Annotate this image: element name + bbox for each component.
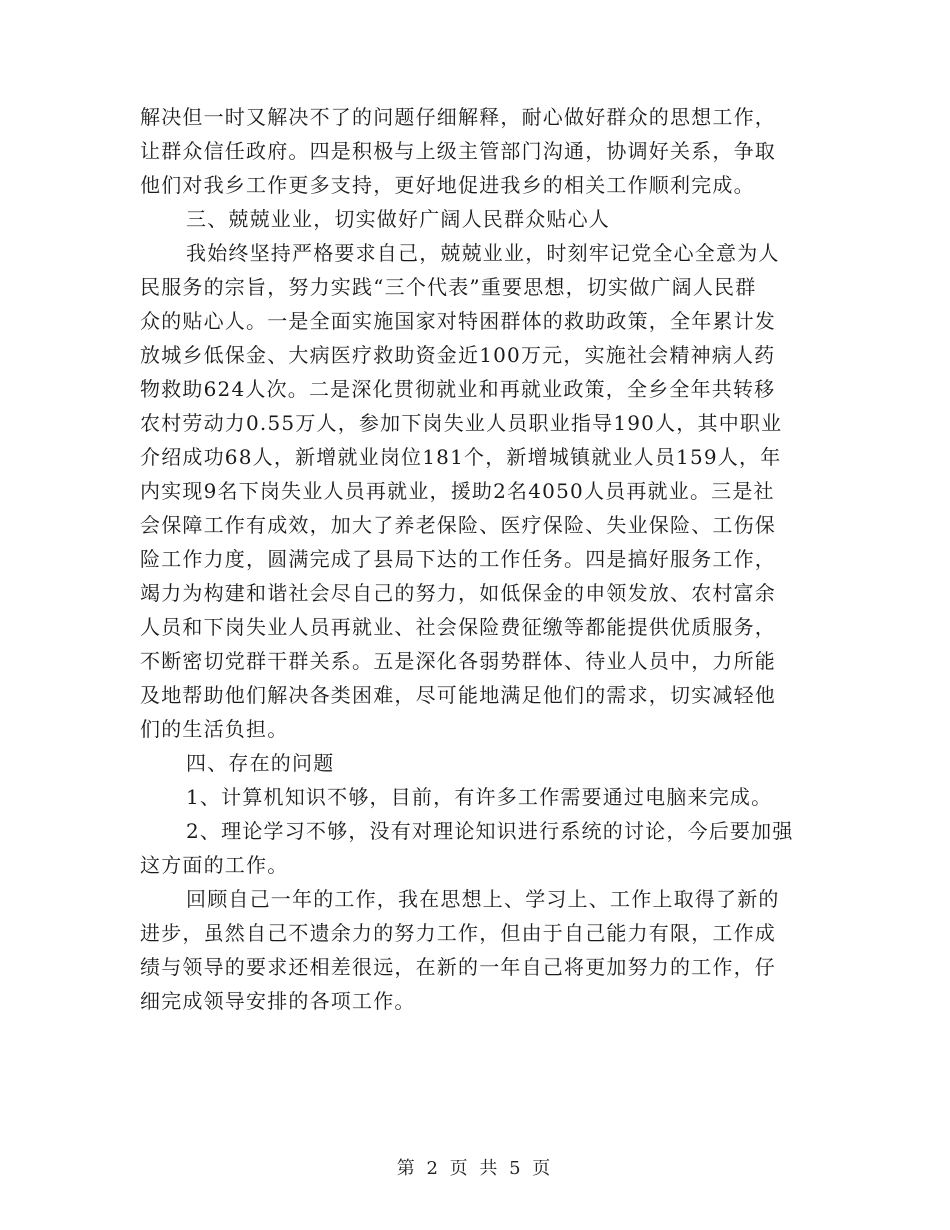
section-heading-4: 四、存在的问题: [186, 751, 335, 775]
text-line: 民服务的宗旨，努力实践“三个代表”重要思想，切实做广阔人民群: [140, 275, 757, 299]
page-number-footer: 第 2 页 共 5 页: [396, 1158, 554, 1179]
text-line: 放城乡低保金、大病医疗救助资金近100万元，实施社会精神病人药: [140, 343, 776, 367]
text-line: 绩与领导的要求还相差很远，在新的一年自己将更加努力的工作，仔: [140, 955, 776, 979]
text-line: 竭力为构建和谐社会尽自己的努力，如低保金的申领发放、农村富余: [140, 581, 776, 605]
list-item-2: 2、理论学习不够，没有对理论知识进行系统的讨论，今后要加强: [186, 819, 794, 843]
text-line: 会保障工作有成效，加大了养老保险、医疗保险、失业保险、工伤保: [140, 513, 776, 537]
text-line: 我始终坚持严格要求自己，兢兢业业，时刻牢记党全心全意为人: [186, 241, 780, 265]
text-line: 不断密切党群干群关系。五是深化各弱势群体、待业人员中，力所能: [140, 649, 776, 673]
text-line: 细完成领导安排的各项工作。: [140, 989, 416, 1013]
text-line: 农村劳动力0.55万人，参加下岗失业人员职业指导190人，其中职业: [140, 411, 783, 435]
text-line: 人员和下岗失业人员再就业、社会保险费征缴等都能提供优质服务，: [140, 615, 776, 639]
text-line: 解决但一时又解决不了的问题仔细解释，耐心做好群众的思想工作，: [140, 105, 776, 129]
text-line: 物救助624人次。二是深化贯彻就业和再就业政策，全乡全年共转移: [140, 377, 776, 401]
document-body: [140, 100, 812, 1018]
text-line: 让群众信任政府。四是积极与上级主管部门沟通，协调好关系，争取: [140, 139, 776, 163]
text-line: 这方面的工作。: [140, 853, 289, 877]
list-item-1: 1、计算机知识不够，目前，有许多工作需要通过电脑来完成。: [186, 785, 773, 809]
text-line: 险工作力度，圆满完成了县局下达的工作任务。四是搞好服务工作，: [140, 547, 776, 571]
text-line: 进步，虽然自己不遗余力的努力工作，但由于自己能力有限，工作成: [140, 921, 776, 945]
text-line: 内实现9名下岗失业人员再就业，援助2名4050人员再就业。三是社: [140, 479, 775, 503]
text-line: 们的生活负担。: [140, 717, 289, 741]
text-line: 回顾自己一年的工作，我在思想上、学习上、工作上取得了新的: [186, 887, 780, 911]
section-heading-3: 三、兢兢业业，切实做好广阔人民群众贴心人: [186, 207, 610, 231]
text-line: 及地帮助他们解决各类困难，尽可能地满足他们的需求，切实减轻他: [140, 683, 776, 707]
text-line: 众的贴心人。一是全面实施国家对特困群体的救助政策，全年累计发: [140, 309, 776, 333]
text-line: 他们对我乡工作更多支持，更好地促进我乡的相关工作顺利完成。: [140, 173, 755, 197]
text-line: 介绍成功68人，新增就业岗位181个，新增城镇就业人员159人，年: [140, 445, 782, 469]
